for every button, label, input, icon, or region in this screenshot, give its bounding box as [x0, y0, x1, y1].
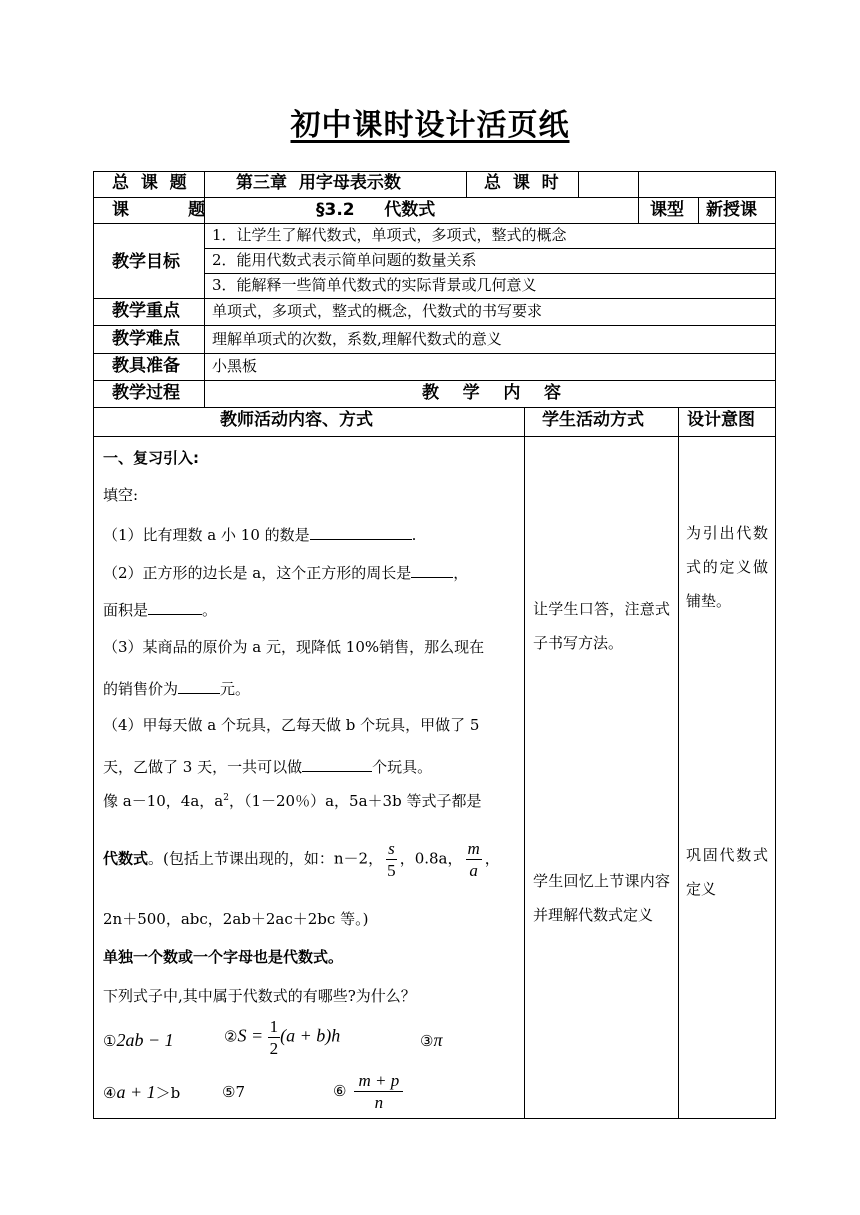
- row-divider: [93, 325, 776, 326]
- row-divider: [93, 197, 776, 198]
- key-points-value: 单项式，多项式，整式的概念，代数式的书写要求: [212, 302, 543, 320]
- answer-blank: [178, 679, 220, 694]
- question-1: [103, 525, 416, 543]
- expression-s-equals: S =: [237, 1025, 268, 1046]
- column-divider: [638, 171, 639, 223]
- superscript-2: 2: [223, 793, 229, 803]
- question-3-line-1: （3）某商品的原价为 a 元，现降低 10%销售，那么现在: [103, 638, 485, 656]
- question-1-text: （1）比有理数 a 小 10 的数是: [103, 526, 310, 544]
- goal-item: 3．能解释一些简单代数式的实际背景或几何意义: [212, 276, 537, 294]
- question-3-text: 的销售价为: [103, 680, 179, 698]
- definition-end: ，: [484, 849, 500, 868]
- question-2-text: （2）正方形的边长是 a，这个正方形的周长是: [103, 564, 412, 582]
- fraction-m-plus-p-over-n: $\frac{m + p}{n}$: [354, 1072, 403, 1111]
- total-topic-value: 第三章 用字母表示数: [236, 173, 401, 193]
- question-2-area-end: 。: [202, 601, 218, 619]
- definition-text: 。(包括上节课出现的，如：n－2，: [148, 849, 384, 868]
- question-4-text: 天，乙做了 3 天，一共可以做: [103, 758, 303, 776]
- fraction-s-over-5: $\frac{s}{5}$: [387, 839, 396, 880]
- row-divider: [93, 407, 776, 408]
- column-divider: [466, 171, 467, 197]
- design-column-header: 设计意图: [687, 410, 755, 430]
- column-divider: [698, 197, 699, 223]
- goal-item: 2．能用代数式表示简单问题的数量关系: [212, 251, 477, 269]
- question-1-end: .: [411, 526, 417, 544]
- row-divider: [93, 353, 776, 354]
- row-divider: [93, 380, 776, 381]
- question-4-line-2: [103, 757, 432, 775]
- examples-text-a: 像 a－10，4a，a: [103, 792, 224, 810]
- question-2-area-text: 面积是: [103, 601, 149, 619]
- question-4-end: 个玩具。: [372, 758, 433, 776]
- tools-value: 小黑板: [212, 357, 258, 375]
- question-2-line-1: [103, 563, 468, 581]
- fill-in-label: 填空:: [103, 486, 139, 504]
- goals-label: 教学目标: [112, 252, 180, 272]
- design-note-2: 巩固代数式定义: [686, 846, 768, 898]
- fraction-m-over-a: $\frac{m}{a}$: [467, 839, 480, 880]
- design-note-1: 为引出代数式的定义做铺垫。: [686, 524, 768, 610]
- definition-mid: ，0.8a，: [399, 849, 463, 868]
- question-4-line-1: （4）甲每天做 a 个玩具，乙每天做 b 个玩具，甲做了 5: [103, 716, 480, 734]
- question-3-line-2: [103, 679, 250, 697]
- column-divider: [678, 407, 679, 1119]
- examples-intro: [103, 794, 481, 809]
- process-label: 教学过程: [112, 383, 180, 403]
- total-topic-label: 总 课 题: [112, 173, 187, 193]
- fraction-one-half: $\frac{1}{2}$: [269, 1017, 279, 1058]
- column-divider: [578, 171, 579, 197]
- lesson-type-label: 课型: [650, 200, 684, 220]
- answer-blank: [411, 563, 453, 578]
- question-3-end: 元。: [220, 680, 251, 698]
- difficulty-label: 教学难点: [112, 329, 180, 349]
- question-2-line-2: [103, 600, 217, 618]
- difficulty-value: 理解单项式的次数，系数,理解代数式的意义: [212, 330, 502, 348]
- definition-term: 代数式: [103, 849, 149, 868]
- exercise-item-2: ②S = $\frac{1}{2}$ (a + b)h: [224, 1017, 341, 1058]
- tools-label: 教具准备: [112, 356, 180, 376]
- teacher-column-header: 教师活动内容、方式: [220, 410, 373, 430]
- exercise-item-5: ⑤7: [222, 1083, 245, 1101]
- row-divider: [204, 248, 776, 249]
- section-heading: 一、复习引入:: [103, 449, 199, 467]
- answer-blank: [148, 600, 202, 615]
- student-note-1: 让学生口答，注意式子书写方法。: [533, 600, 670, 652]
- student-note-2: 学生回忆上节课内容并理解代数式定义: [533, 872, 670, 924]
- row-divider: [93, 223, 776, 224]
- row-divider: [204, 273, 776, 274]
- lesson-type-value: 新授课: [706, 200, 757, 220]
- content-label: 教 学 内 容: [422, 383, 562, 403]
- expression-a-plus-1: a + 1: [116, 1082, 156, 1102]
- answer-blank: [302, 757, 372, 772]
- student-column-header: 学生活动方式: [542, 410, 644, 430]
- total-hours-label: 总 课 时: [484, 173, 559, 193]
- definition-line: [103, 840, 500, 879]
- expression-pi: π: [433, 1030, 443, 1050]
- goal-item: 1．让学生了解代数式，单项式，多项式，整式的概念: [212, 226, 567, 244]
- exercise-item-1: ①2ab − 1: [103, 1030, 174, 1050]
- topic-label: 课 题: [112, 200, 206, 220]
- column-divider: [524, 407, 525, 1119]
- answer-blank: [310, 525, 412, 540]
- more-examples: 2n＋500，abc，2ab＋2ac＋2bc 等。): [103, 910, 369, 928]
- exercise-item-6: ⑥ $\frac{m + p}{n}$: [333, 1072, 403, 1111]
- exercise-item-3: ③π: [420, 1030, 443, 1050]
- topic-value: §3.2 代数式: [316, 200, 436, 220]
- expression-2ab-minus-1: 2ab − 1: [116, 1030, 174, 1050]
- single-term-rule: 单独一个数或一个字母也是代数式。: [103, 948, 344, 966]
- row-divider: [93, 436, 776, 437]
- examples-text-b: ，（1－20％）a，5a＋3b 等式子都是: [228, 792, 482, 810]
- page-title: 初中课时设计活页纸: [290, 108, 570, 143]
- exercise-question: 下列式子中,其中属于代数式的有哪些?为什么？: [103, 987, 416, 1005]
- exercise-item-4: ④a + 1＞b: [103, 1082, 181, 1102]
- row-divider: [93, 298, 776, 299]
- expression-a-plus-b-h: (a + b)h: [280, 1025, 341, 1046]
- question-2-punct: ，: [453, 564, 469, 582]
- key-points-label: 教学重点: [112, 301, 180, 321]
